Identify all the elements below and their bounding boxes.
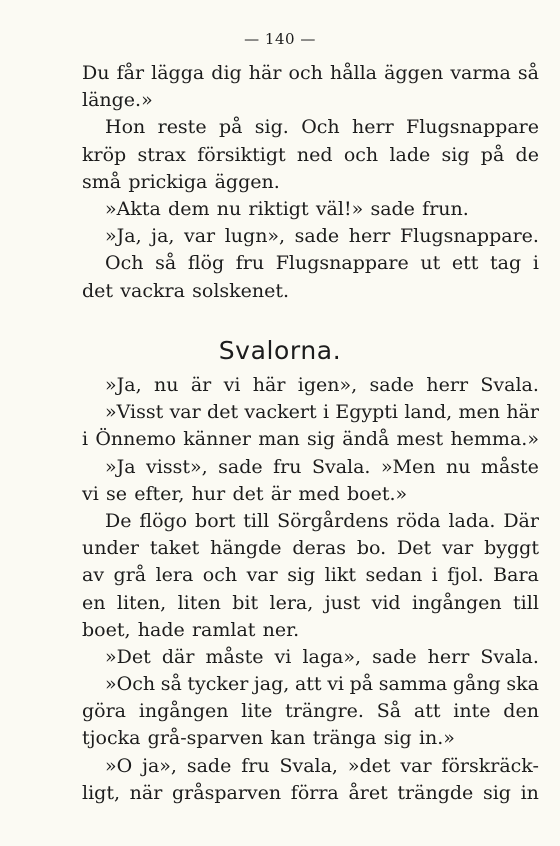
text-line: »Och så tycker jag, att vi på samma gång ska — [105, 673, 539, 696]
text-line: det vackra solskenet. — [82, 279, 290, 302]
text-line: tjocka grå-sparven kan tränga sig in.» — [82, 727, 455, 750]
text-line: »Ja, ja, var lugn», sade herr Flugsnappare. — [105, 225, 539, 248]
text-line: kröp strax försiktigt ned och lade sig på de — [82, 143, 539, 166]
text-line: Och så flög fru Flugsnappare ut ett tag i — [105, 252, 539, 275]
text-line: en liten, liten bit lera, just vid ingången till — [82, 591, 539, 614]
text-line: »Akta dem nu riktigt väl!» sade frun. — [105, 197, 469, 220]
text-line: boet, hade ramlat ner. — [82, 618, 300, 641]
page-number: — 140 — — [244, 30, 316, 48]
text-block-flugsnappare — [82, 60, 539, 305]
chapter-heading: Svalorna. — [218, 336, 342, 365]
text-line: »Ja visst», sade fru Svala. »Men nu måste — [105, 455, 539, 478]
text-line: länge.» — [82, 89, 153, 112]
text-block-svalorna — [82, 372, 539, 807]
text-line: »Det där måste vi laga», sade herr Svala. — [105, 645, 539, 668]
text-line: göra ingången lite trängre. Så att inte den — [82, 700, 539, 723]
text-line: »O ja», sade fru Svala, »det var förskräck- — [105, 754, 539, 777]
text-line: Hon reste på sig. Och herr Flugsnappare — [105, 116, 539, 139]
text-line: under taket hängde deras bo. Det var byggt — [82, 537, 539, 560]
text-line: av grå lera och var sig likt sedan i fjol. Bara — [82, 564, 539, 587]
text-line: ligt, när gråsparven förra året trängde sig in — [82, 781, 539, 804]
text-line: i Önnemo känner man sig ändå mest hemma.» — [82, 428, 539, 451]
text-line: Du får lägga dig här och hålla äggen varma så — [82, 62, 539, 84]
text-line: små prickiga äggen. — [82, 170, 280, 193]
text-line: De flögo bort till Sörgårdens röda lada. Där — [105, 509, 539, 532]
text-line: vi se efter, hur det är med boet.» — [82, 482, 408, 505]
text-line: »Visst var det vackert i Egypti land, men här — [105, 401, 539, 424]
text-line: »Ja, nu är vi här igen», sade herr Svala. — [105, 374, 539, 396]
